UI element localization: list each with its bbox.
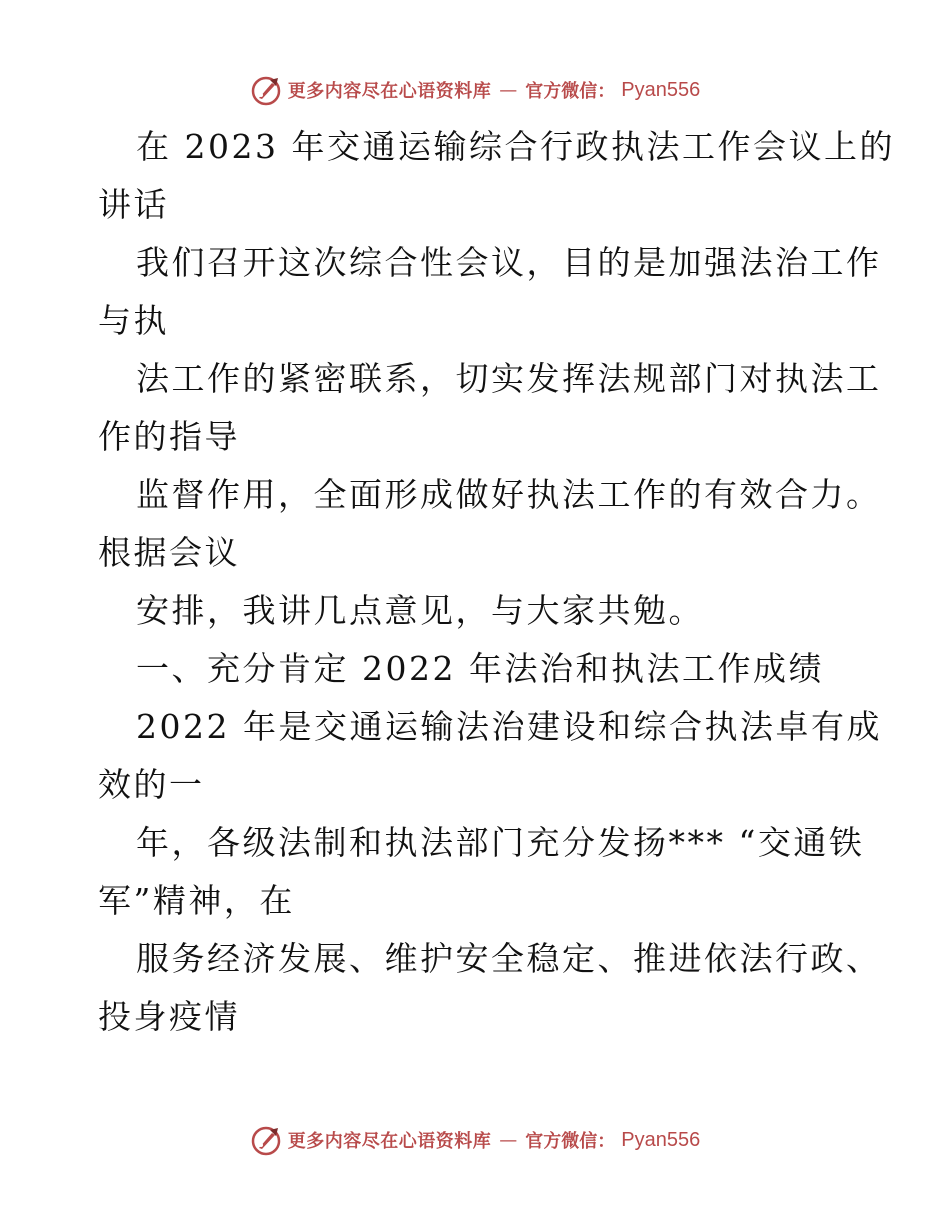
watermark-separator: — [499,1129,518,1151]
watermark-brand [250,1124,700,1156]
text-line: 服务经济发展、维护安全稳定、推进依法行政、 [136,939,882,978]
watermark-wechat-id: Pyan556 [621,78,701,101]
text-line: 作的指导 [98,417,240,456]
text-line: 2022 年是交通运输法治建设和综合执法卓有成 [136,707,882,746]
text-line: 年，各级法制和执法部门充分发扬*** “交通铁 [136,823,865,862]
quill-pen-seal-icon [250,74,282,106]
text-line: 讲话 [98,185,169,224]
document-body [98,118,895,1046]
text-line: 在 2023 年交通运输综合行政执法工作会议上的 [136,127,895,166]
text-line: 与执 [98,301,169,340]
text-line: 效的一 [98,765,205,804]
watermark-wechat-label: 官方微信： [525,1131,616,1152]
watermark-brand [250,74,700,106]
watermark-wechat-label: 官方微信： [525,81,616,102]
quill-pen-seal-icon [250,1124,282,1156]
text-line: 军”精神，在 [98,881,295,920]
text-line: 安排，我讲几点意见，与大家共勉。 [136,591,704,630]
text-line: 我们召开这次综合性会议，目的是加强法治工作 [136,243,882,282]
footer-watermark [0,1120,950,1160]
watermark-brand-text: 更多内容尽在心语资料库 [287,81,492,102]
watermark-wechat-id: Pyan556 [621,1128,701,1151]
text-line: 投身疫情 [98,997,240,1036]
text-line: 根据会议 [98,533,240,572]
text-line: 法工作的紧密联系，切实发挥法规部门对执法工 [136,359,882,398]
watermark-brand-text: 更多内容尽在心语资料库 [287,1131,492,1152]
watermark-separator: — [499,79,518,101]
header-watermark [0,70,950,110]
section-heading: 一、充分肯定 2022 年法治和执法工作成绩 [136,649,824,688]
text-line: 监督作用，全面形成做好执法工作的有效合力。 [136,475,882,514]
